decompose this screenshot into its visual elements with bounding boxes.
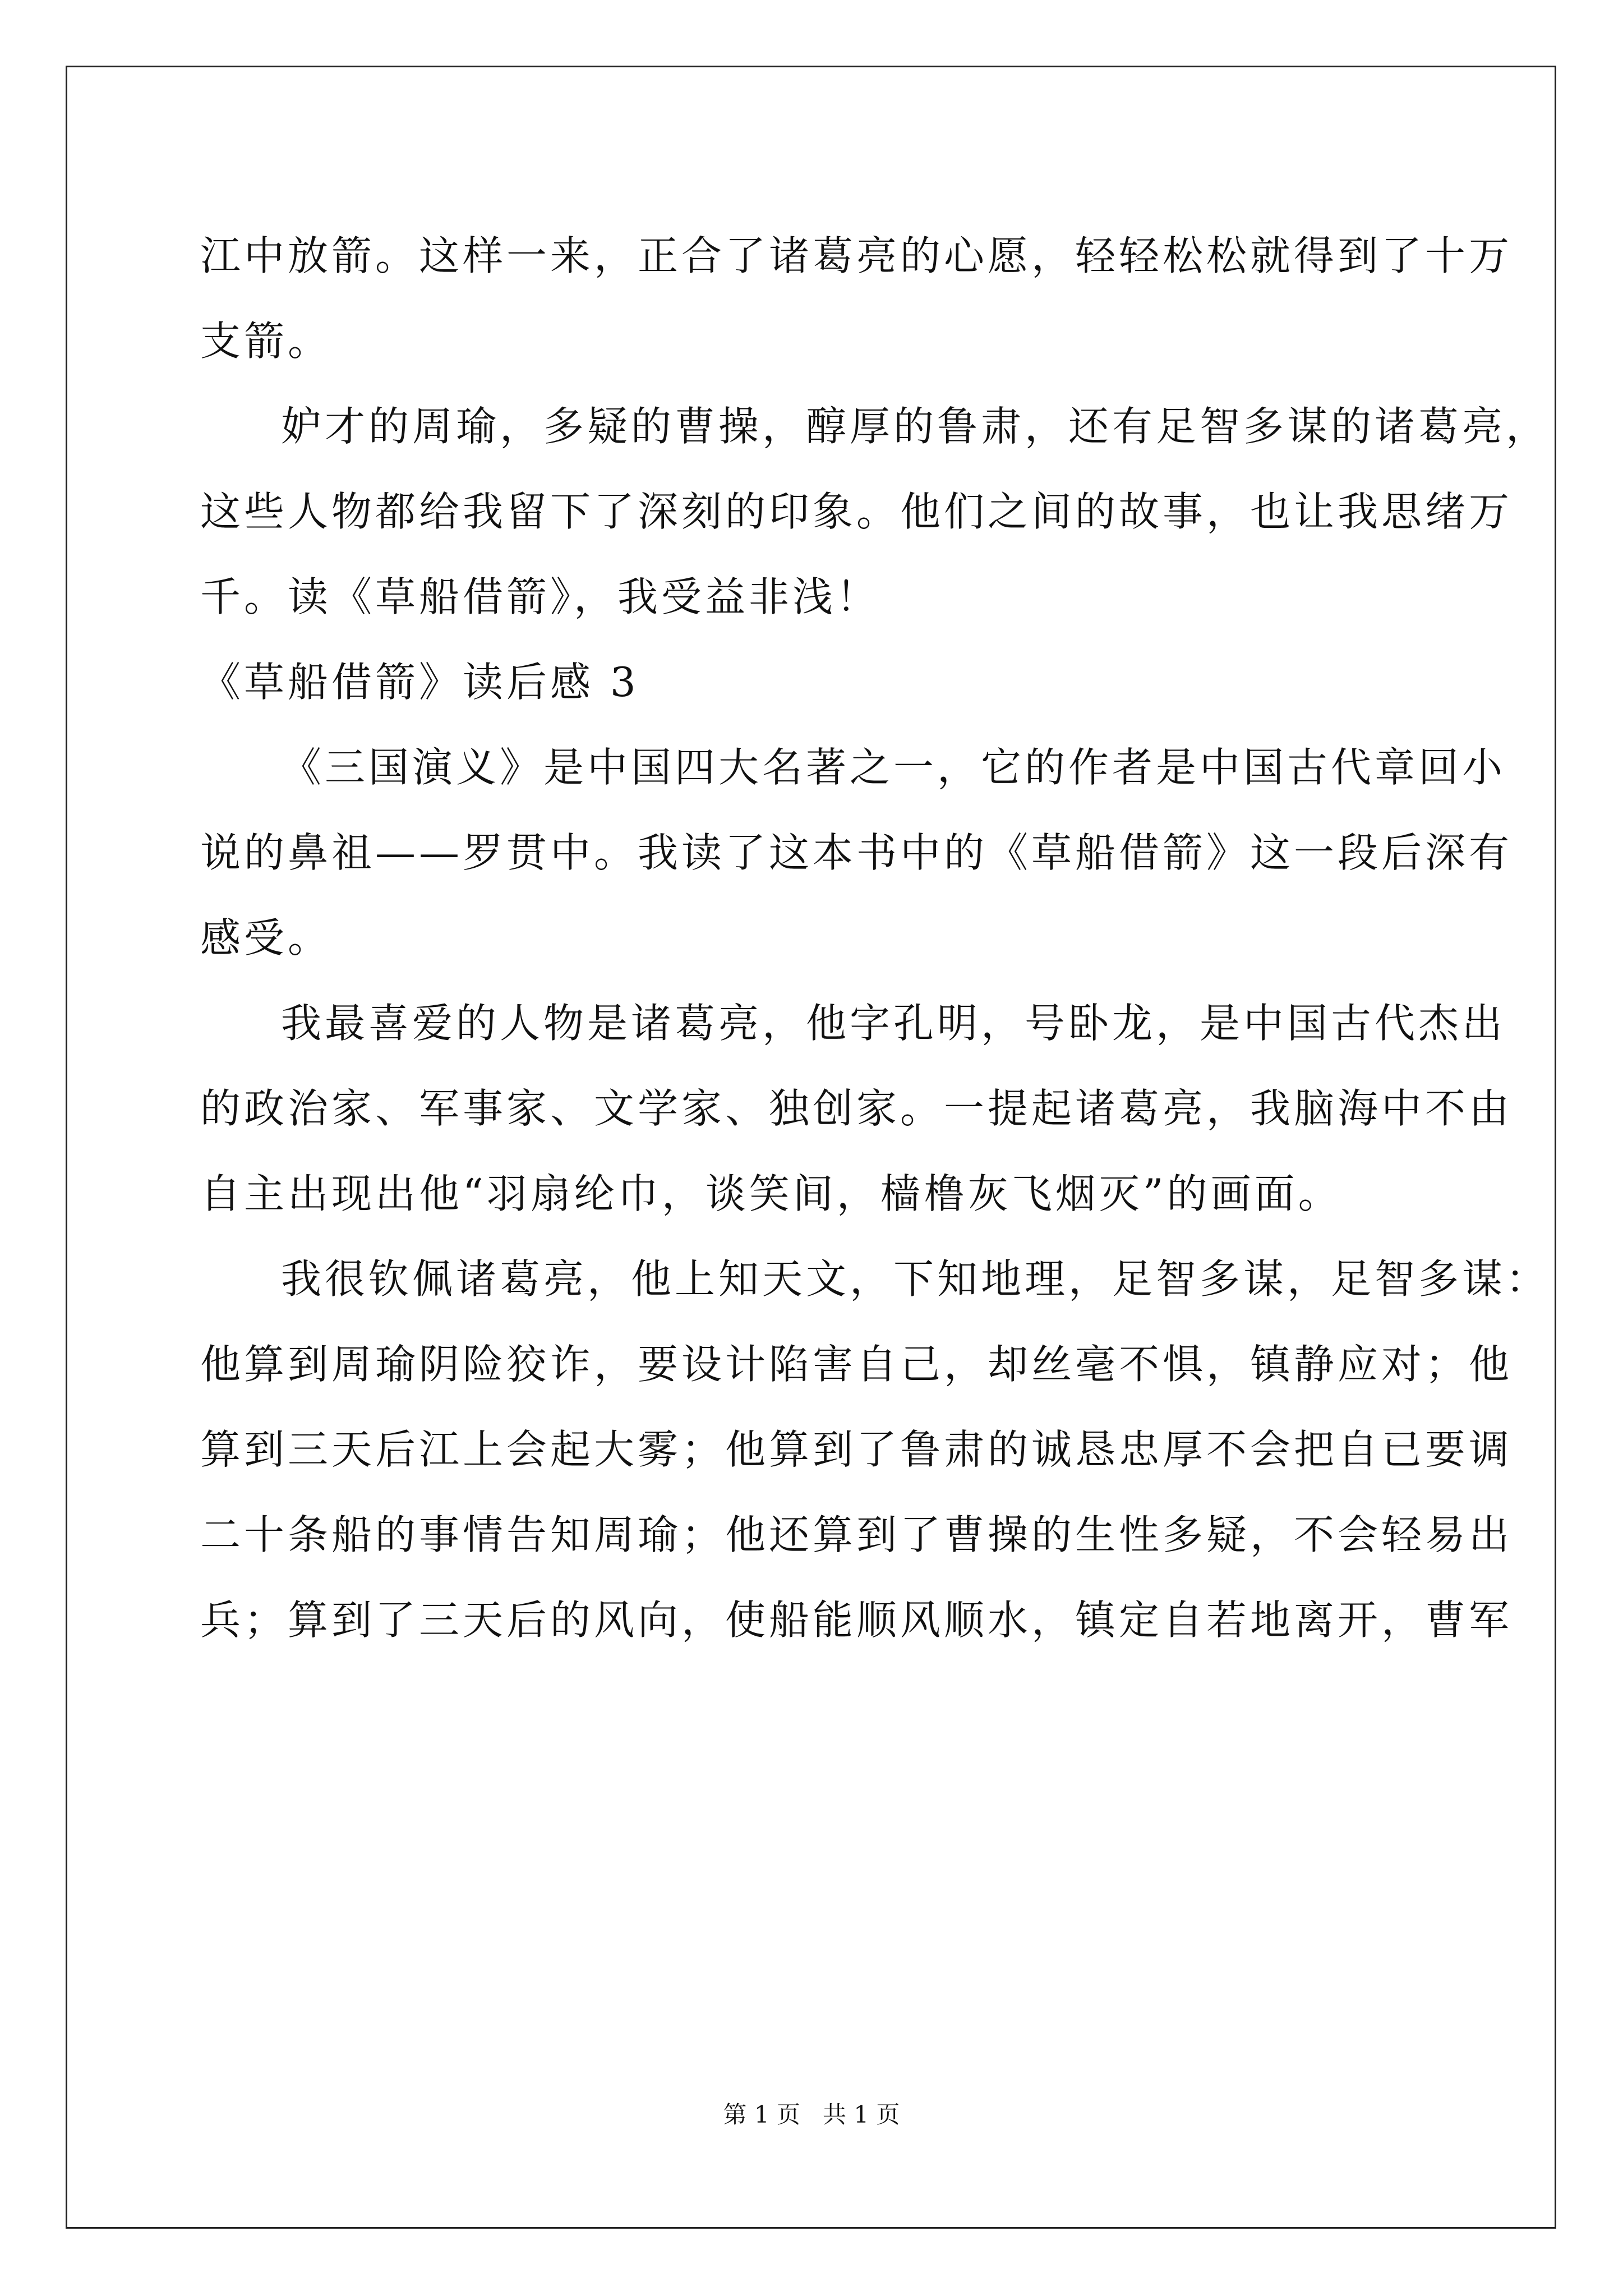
paragraph-start-line: 我很钦佩诸葛亮，他上知天文，下知地理，足智多谋，足智多谋： [281,1255,1550,1303]
paragraph-start-line: 《三国演义》是中国四大名著之一，它的作者是中国古代章回小 [281,744,1506,791]
document-body [200,213,1550,1663]
text-line: 江中放箭。这样一来，正合了诸葛亮的心愿，轻轻松松就得到了十万 [200,232,1513,279]
text-line: 兵；算到了三天后的风向，使船能顺风顺水，镇定自若地离开，曹军 [200,1596,1513,1644]
text-line: 支箭。 [200,318,332,365]
paragraph-start-line: 妒才的周瑜，多疑的曹操，醇厚的鲁肃，还有足智多谋的诸葛亮， [281,403,1550,450]
text-line: 的政治家、军事家、文学家、独创家。一提起诸葛亮，我脑海中不由 [200,1085,1513,1132]
text-line: 说的鼻祖——罗贯中。我读了这本书中的《草船借箭》这一段后深有 [200,829,1513,876]
paragraph-start-line: 我最喜爱的人物是诸葛亮，他字孔明，号卧龙，是中国古代杰出 [281,1000,1506,1047]
text-line: 二十条船的事情告知周瑜；他还算到了曹操的生性多疑，不会轻易出 [200,1511,1513,1558]
text-line: 感受。 [200,914,332,961]
text-line: 这些人物都给我留下了深刻的印象。他们之间的故事，也让我思绪万 [200,488,1513,535]
text-line: 他算到周瑜阴险狡诈，要设计陷害自己，却丝毫不惧，镇静应对；他 [200,1341,1513,1388]
section-heading: 《草船借箭》读后感 3 [200,659,639,706]
text-line: 自主出现出他“羽扇纶巾，谈笑间，樯橹灰飞烟灭”的画面。 [200,1170,1342,1217]
text-line: 千。读《草船借箭》，我受益非浅！ [200,573,880,620]
page-number-footer: 第 1 页 共 1 页 [723,2101,900,2128]
text-line: 算到三天后江上会起大雾；他算到了鲁肃的诚恳忠厚不会把自已要调 [200,1426,1513,1473]
